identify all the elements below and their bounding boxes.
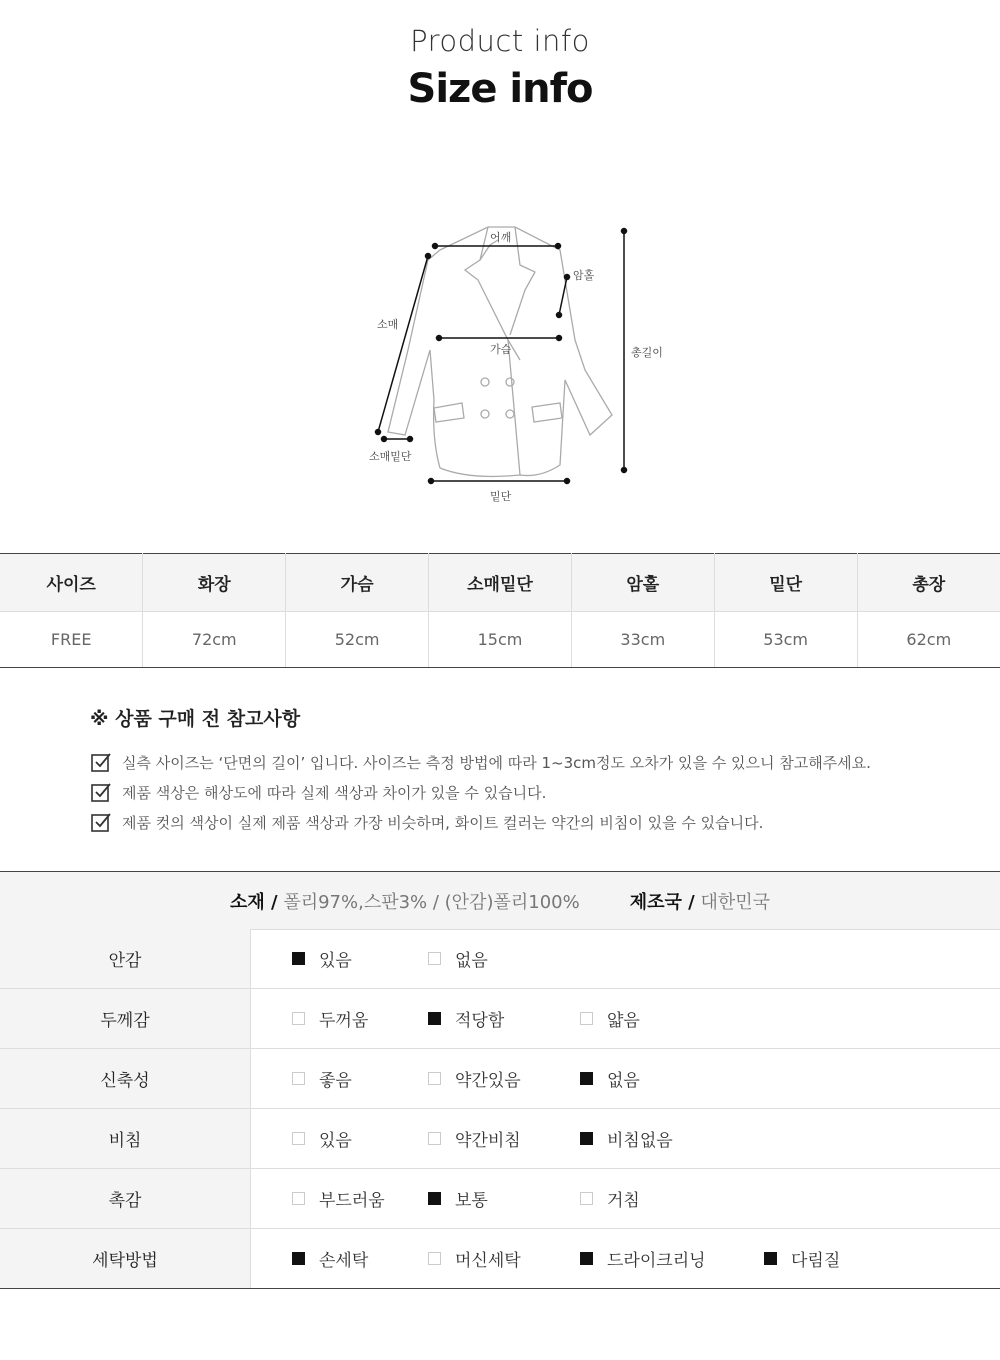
subtitle: Product info <box>410 24 590 58</box>
option-item <box>580 1230 706 1287</box>
option-item <box>428 990 504 1047</box>
origin-value: 대한민국 <box>700 891 771 913</box>
checkbox-checked <box>428 1012 441 1025</box>
checkbox-unchecked <box>428 1252 441 1265</box>
checkbox-unchecked <box>428 952 441 965</box>
checkbox-unchecked <box>428 1132 441 1145</box>
option-label: 거침 <box>607 1191 640 1211</box>
checkbox-unchecked <box>580 1192 593 1205</box>
cell-sleeve-length: 72cm <box>143 612 286 668</box>
col-header-total-length: 총장 <box>857 554 1000 612</box>
col-header-size: 사이즈 <box>0 554 143 612</box>
option-item <box>292 990 368 1047</box>
property-row-thickness <box>0 989 1000 1049</box>
checkbox-unchecked <box>292 1012 305 1025</box>
option-label: 드라이크리닝 <box>607 1251 706 1271</box>
checkbox-checked <box>580 1132 593 1145</box>
label-armhole: 암홀 <box>573 269 595 282</box>
origin-label: 제조국 / <box>629 891 695 913</box>
property-row-elasticity <box>0 1049 1000 1109</box>
property-label: 촉감 <box>0 1169 251 1229</box>
option-item <box>292 1170 385 1227</box>
cell-armhole: 33cm <box>571 612 714 668</box>
option-item <box>428 1110 521 1167</box>
jacket-illustration <box>0 200 1000 520</box>
label-shoulder: 어깨 <box>490 231 512 244</box>
option-label: 얇음 <box>607 1011 640 1031</box>
option-label: 비침없음 <box>607 1131 673 1151</box>
property-row-lining <box>0 929 1000 989</box>
option-item <box>292 930 352 987</box>
cell-sleeve-hem: 15cm <box>429 612 572 668</box>
option-label: 다림질 <box>791 1251 841 1271</box>
checkbox-unchecked <box>292 1072 305 1085</box>
checkbox-checked <box>764 1252 777 1265</box>
list-item <box>90 747 970 777</box>
property-row-texture <box>0 1169 1000 1229</box>
option-label: 두꺼움 <box>319 1011 369 1031</box>
checkbox-unchecked <box>292 1132 305 1145</box>
label-sleeve: 소매 <box>377 318 399 331</box>
label-total-length: 총길이 <box>631 346 663 359</box>
option-label: 약간있음 <box>455 1071 521 1091</box>
col-header-sleeve-length: 화장 <box>143 554 286 612</box>
col-header-sleeve-hem: 소매밑단 <box>429 554 572 612</box>
size-table-header-row <box>0 554 1000 612</box>
col-header-hem: 밑단 <box>714 554 857 612</box>
option-item <box>292 1230 368 1287</box>
property-label: 두께감 <box>0 989 251 1049</box>
label-sleeve-hem: 소매밑단 <box>369 450 412 463</box>
property-label: 세탁방법 <box>0 1229 251 1289</box>
page-title: Size info <box>407 66 593 112</box>
option-item <box>428 1170 488 1227</box>
checkbox-check-icon <box>90 811 112 833</box>
notes-title: ※ 상품 구매 전 참고사항 <box>90 708 301 730</box>
option-item <box>580 1050 640 1107</box>
material-value: 폴리97%,스판3% / (안감)폴리100% <box>283 891 580 913</box>
option-label: 적당함 <box>455 1011 505 1031</box>
option-label: 부드러움 <box>319 1191 385 1211</box>
option-label: 좋음 <box>319 1071 352 1091</box>
material-label: 소재 / <box>229 891 278 913</box>
checkbox-checked <box>428 1192 441 1205</box>
note-text: 실측 사이즈는 ‘단면의 길이’ 입니다. 사이즈는 측정 방법에 따라 1~3cm정도 오차가 있을 수 있으니 참고해주세요. <box>122 753 871 772</box>
note-text: 제품 컷의 색상이 실제 제품 색상과 가장 비슷하며, 화이트 컬러는 약간의 비침이 있을 수 있습니다. <box>122 813 764 832</box>
col-header-chest: 가슴 <box>286 554 429 612</box>
size-table <box>0 553 1000 668</box>
option-label: 있음 <box>319 1131 352 1151</box>
option-item <box>580 990 640 1047</box>
product-properties-table <box>0 929 1000 1289</box>
option-item <box>292 1110 352 1167</box>
cell-total-length: 62cm <box>857 612 1000 668</box>
checkbox-check-icon <box>90 751 112 773</box>
cell-hem: 53cm <box>714 612 857 668</box>
option-item <box>428 1050 521 1107</box>
option-label: 손세탁 <box>319 1251 369 1271</box>
option-label: 있음 <box>319 951 352 971</box>
label-hem: 밑단 <box>490 490 512 503</box>
purchase-notes <box>90 704 970 837</box>
cell-chest: 52cm <box>286 612 429 668</box>
property-label: 안감 <box>0 929 251 989</box>
material-info-bar <box>0 871 1000 930</box>
list-item <box>90 777 970 807</box>
col-header-armhole: 암홀 <box>571 554 714 612</box>
option-label: 없음 <box>455 951 488 971</box>
checkbox-check-icon <box>90 781 112 803</box>
jacket-size-diagram <box>0 200 1000 520</box>
property-label: 신축성 <box>0 1049 251 1109</box>
checkbox-unchecked <box>428 1072 441 1085</box>
note-text: 제품 색상은 해상도에 따라 실제 색상과 차이가 있을 수 있습니다. <box>122 783 547 802</box>
cell-size: FREE <box>0 612 143 668</box>
option-item <box>428 1230 521 1287</box>
option-item <box>580 1110 673 1167</box>
table-row <box>0 612 1000 668</box>
checkbox-checked <box>580 1252 593 1265</box>
property-label: 비침 <box>0 1109 251 1169</box>
checkbox-checked <box>580 1072 593 1085</box>
option-label: 없음 <box>607 1071 640 1091</box>
property-row-transparency <box>0 1109 1000 1169</box>
option-item <box>580 1170 640 1227</box>
property-row-washing <box>0 1229 1000 1289</box>
option-label: 보통 <box>455 1191 488 1211</box>
option-item <box>764 1230 840 1287</box>
checkbox-checked <box>292 952 305 965</box>
option-label: 머신세탁 <box>455 1251 521 1271</box>
checkbox-checked <box>292 1252 305 1265</box>
checkbox-unchecked <box>580 1012 593 1025</box>
option-item <box>292 1050 352 1107</box>
checkbox-unchecked <box>292 1192 305 1205</box>
list-item <box>90 807 970 837</box>
label-chest: 가슴 <box>490 343 512 356</box>
option-item <box>428 930 488 987</box>
option-label: 약간비침 <box>455 1131 521 1151</box>
